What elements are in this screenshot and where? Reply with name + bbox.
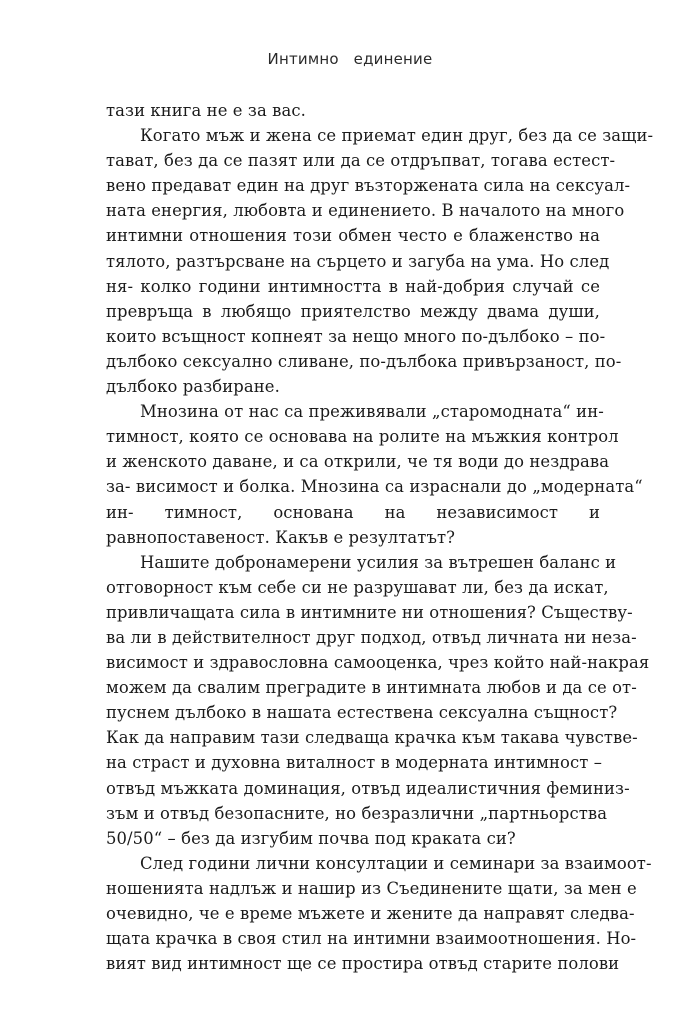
text-line: ин- тимност, основана на независимост и	[106, 502, 600, 522]
text-line: Нашите добронамерени усилия за вътрешен баланс и	[140, 552, 617, 572]
text-line: на страст и духовна виталност в модерната интимност –	[106, 753, 603, 773]
text-line: тази книга не е за вас.	[106, 101, 306, 120]
text-line: 50/50“ – без да изгубим почва под краката си?	[106, 828, 516, 848]
text-line: висимост и здравословна самооценка, чрез който най-накрая	[106, 653, 650, 673]
text-line: дълбоко сексуално сливане, по-дълбока привързаност, по-	[106, 351, 622, 371]
text-line: тялото, разтърсване на сърцето и загуба на ума. Но след	[106, 251, 610, 271]
text-line: Когато мъж и жена се приемат един друг, без да се защи-	[140, 126, 654, 146]
text-line: Мнозина от нас са преживявали „старомодната“ ин-	[140, 402, 604, 422]
text-line: и женското даване, и са открили, че тя води до нездрава	[106, 452, 610, 472]
text-line: вият вид интимност ще се простира отвъд старите полови	[106, 954, 620, 974]
text-line: ната енергия, любовта и единението. В началото на много	[106, 201, 625, 221]
body-text	[106, 98, 654, 976]
text-line: зъм и отвъд безопасните, но безразлични „партньорства	[106, 803, 608, 823]
text-line: ношенията надлъж и нашир из Съединените щати, за мен е	[106, 878, 637, 898]
text-line: отговорност към себе си не разрушават ли, без да искат,	[106, 577, 609, 597]
text-line: тимност, която се основава на ролите на мъжкия контрол	[106, 427, 619, 447]
text-line: отвъд мъжката доминация, отвъд идеалистичния феминиз-	[106, 778, 630, 798]
text-line: Как да направим тази следваща крачка към такава чувстве-	[106, 728, 638, 748]
text-line: които всъщност копнеят за нещо много по-дълбоко – по-	[106, 326, 606, 346]
text-line: интимни отношения този обмен често е блаженство на	[106, 226, 600, 246]
text-line: превръща в любящо приятелство между двама души,	[106, 301, 600, 321]
text-line: равнопоставеност. Какъв е резултатът?	[106, 527, 456, 547]
text-line: След години лични консултации и семинари за взаимоот-	[140, 853, 652, 873]
text-line: очевидно, че е време мъжете и жените да направят следва-	[106, 904, 635, 923]
text-line: дълбоко разбиране.	[106, 377, 280, 397]
text-line: тават, без да се пазят или да се отдръпват, тогава естест-	[106, 151, 616, 171]
running-head: Интимно единение	[267, 50, 433, 68]
text-line: щата крачка в своя стил на интимни взаимоотношения. Но-	[106, 929, 637, 949]
text-line: пуснем дълбоко в нашата естествена сексуална същност?	[106, 703, 618, 723]
text-line: ва ли в действителност друг подход, отвъд личната ни неза-	[106, 627, 637, 647]
text-line: вено предават един на друг възторжената сила на сексуал-	[106, 176, 631, 196]
text-line: привличащата сила в интимните ни отношения? Съществу-	[106, 602, 633, 622]
text-line: за- висимост и болка. Мнозина са израснали до „модерната“	[106, 477, 643, 497]
text-line: можем да свалим преградите в интимната любов и да се от-	[106, 678, 637, 698]
text-line: ня- колко години интимността в най-добрия случай се	[106, 276, 600, 296]
